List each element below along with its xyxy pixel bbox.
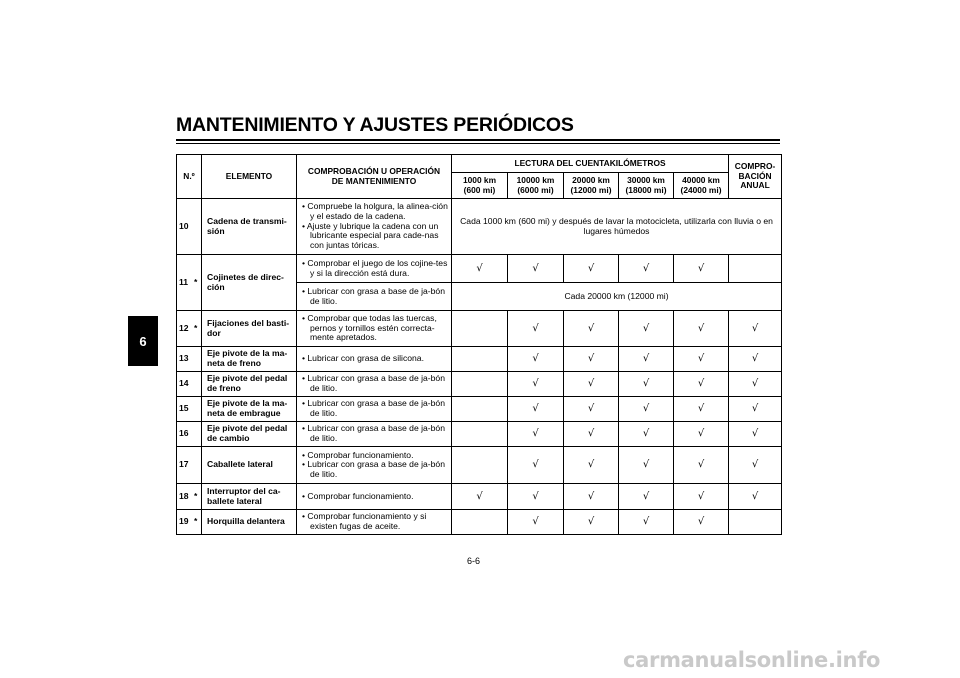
col-header-no: N.º [177, 155, 202, 199]
col-header-item: ELEMENTO [202, 155, 297, 199]
empty-cell [452, 422, 508, 447]
row-check [297, 199, 452, 255]
interval-km: 1000 km [462, 175, 497, 186]
row-item: Interruptor del ca-ballete lateral [202, 484, 297, 510]
check-mark: √ [729, 447, 782, 484]
check-mark: √ [564, 422, 619, 447]
check-bullet: • Comprobar funcionamiento. [302, 492, 449, 502]
row-number-value: 11 [179, 276, 189, 287]
check-mark: √ [674, 397, 729, 422]
chapter-tab[interactable]: 6 [128, 316, 158, 366]
interval-note: Cada 20000 km (12000 mi) [452, 283, 782, 311]
row-check [297, 347, 452, 372]
check-mark: √ [508, 422, 564, 447]
check-bullet: • Lubricar con grasa a base de ja-bón de litio. [302, 460, 449, 479]
check-mark: √ [729, 311, 782, 347]
check-mark: √ [674, 484, 729, 510]
empty-cell [452, 397, 508, 422]
row-number: 14 [177, 372, 202, 397]
check-bullet: • Lubricar con grasa a base de ja-bón de litio. [302, 374, 449, 393]
check-mark: √ [564, 347, 619, 372]
row-item: Fijaciones del basti-dor [202, 311, 297, 347]
check-bullet: • Lubricar con grasa a base de ja-bón de litio. [302, 424, 449, 443]
empty-cell [729, 510, 782, 535]
annual-line2: BACIÓN [738, 170, 772, 181]
table-row [177, 372, 782, 397]
check-bullet: • Compruebe la holgura, la alinea-ción y el estado de la cadena. [302, 202, 449, 221]
row-item: Eje pivote del pedal de cambio [202, 422, 297, 447]
check-mark: √ [619, 347, 674, 372]
check-mark: √ [674, 447, 729, 484]
check-mark: √ [564, 255, 619, 283]
check-mark: √ [729, 484, 782, 510]
header-row [177, 155, 782, 173]
check-mark: √ [564, 447, 619, 484]
row-check [297, 510, 452, 535]
special-tools-mark: * [194, 276, 198, 287]
interval-mi: (6000 mi) [517, 184, 554, 195]
check-bullet: • Lubricar con grasa a base de ja-bón de litio. [302, 399, 449, 418]
check-mark: √ [674, 311, 729, 347]
check-mark: √ [674, 347, 729, 372]
check-mark: √ [508, 484, 564, 510]
empty-cell [452, 347, 508, 372]
interval-header [508, 173, 564, 199]
check-bullet: • Comprobar funcionamiento y si existen fugas de aceite. [302, 512, 449, 531]
check-mark: √ [619, 422, 674, 447]
check-mark: √ [729, 347, 782, 372]
table-row [177, 397, 782, 422]
row-number [177, 255, 202, 311]
row-number [177, 510, 202, 535]
title-rule [176, 139, 780, 141]
interval-note: Cada 1000 km (600 mi) y después de lavar la motocicleta, utilizarla con lluvia o en lugares húmedos [452, 199, 782, 255]
check-bullet: • Comprobar que todas las tuercas, pernos y tornillos estén correcta-mente apretados. [302, 314, 449, 343]
check-mark: √ [508, 372, 564, 397]
empty-cell [452, 311, 508, 347]
empty-cell [452, 510, 508, 535]
special-tools-mark: * [194, 516, 198, 527]
check-mark: √ [619, 311, 674, 347]
col-header-odometer: LECTURA DEL CUENTAKILÓMETROS [452, 155, 729, 173]
check-bullet: • Comprobar funcionamiento. [302, 451, 449, 461]
table-row [177, 447, 782, 484]
interval-header [674, 173, 729, 199]
col-header-check-line2: DE MANTENIMIENTO [331, 175, 417, 186]
page-title: MANTENIMIENTO Y AJUSTES PERIÓDICOS [176, 114, 574, 136]
check-mark: √ [619, 510, 674, 535]
check-mark: √ [452, 484, 508, 510]
table-row [177, 347, 782, 372]
empty-cell [452, 372, 508, 397]
annual-line1: COMPRO- [734, 161, 776, 172]
interval-mi: (12000 mi) [570, 184, 612, 195]
row-item: Cojinetes de direc-ción [202, 255, 297, 311]
interval-mi: (24000 mi) [680, 184, 722, 195]
check-mark: √ [508, 447, 564, 484]
check-mark: √ [508, 397, 564, 422]
special-tools-mark: * [194, 322, 198, 333]
col-header-annual [729, 155, 782, 199]
row-check [297, 447, 452, 484]
check-mark: √ [508, 255, 564, 283]
table-row [177, 255, 782, 283]
annual-line3: ANUAL [740, 180, 770, 191]
title-rule-thin [176, 143, 780, 144]
check-mark: √ [619, 447, 674, 484]
table-row [177, 422, 782, 447]
check-mark: √ [508, 311, 564, 347]
row-item: Eje pivote de la ma-neta de freno [202, 347, 297, 372]
row-number: 13 [177, 347, 202, 372]
check-mark: √ [619, 372, 674, 397]
empty-cell [452, 447, 508, 484]
row-check [297, 397, 452, 422]
table-row [177, 484, 782, 510]
check-bullet: • Lubricar con grasa de silicona. [302, 354, 449, 364]
check-mark: √ [564, 397, 619, 422]
table-row [177, 311, 782, 347]
row-number-value: 12 [179, 322, 189, 333]
row-number: 17 [177, 447, 202, 484]
check-bullet: • Comprobar el juego de los cojine-tes y si la dirección está dura. [302, 259, 449, 278]
check-mark: √ [729, 397, 782, 422]
interval-km: 10000 km [516, 175, 555, 186]
check-mark: √ [674, 510, 729, 535]
row-number-value: 19 [179, 516, 189, 527]
col-header-check [297, 155, 452, 199]
check-mark: √ [729, 372, 782, 397]
row-check [297, 484, 452, 510]
interval-mi: (18000 mi) [625, 184, 667, 195]
check-mark: √ [508, 510, 564, 535]
interval-km: 30000 km [627, 175, 665, 186]
row-item: Eje pivote del pedal de freno [202, 372, 297, 397]
interval-mi: (600 mi) [463, 184, 496, 195]
row-number: 10 [177, 199, 202, 255]
row-check [297, 372, 452, 397]
check-mark: √ [674, 372, 729, 397]
check-bullet: • Lubricar con grasa a base de ja-bón de litio. [302, 287, 449, 306]
row-item: Eje pivote de la ma-neta de embrague [202, 397, 297, 422]
special-tools-mark: * [194, 490, 198, 501]
watermark: carmanualsonline.info [623, 648, 881, 672]
check-mark: √ [564, 311, 619, 347]
row-number [177, 484, 202, 510]
table-row [177, 199, 782, 255]
interval-header [619, 173, 674, 199]
maintenance-table [176, 154, 782, 535]
row-check [297, 422, 452, 447]
check-mark: √ [619, 484, 674, 510]
row-number-value: 18 [179, 490, 189, 501]
table-row [177, 510, 782, 535]
check-mark: √ [674, 255, 729, 283]
row-number: 16 [177, 422, 202, 447]
check-mark: √ [508, 347, 564, 372]
row-number: 15 [177, 397, 202, 422]
page-number: 6-6 [467, 556, 481, 566]
row-item: Cadena de transmi-sión [202, 199, 297, 255]
check-mark: √ [564, 484, 619, 510]
check-mark: √ [564, 372, 619, 397]
check-mark: √ [619, 397, 674, 422]
interval-header [564, 173, 619, 199]
interval-km: 20000 km [572, 175, 610, 186]
interval-header [452, 173, 508, 199]
check-bullet: • Ajuste y lubrique la cadena con un lubricante especial para cade-nas con juntas tóricas. [302, 222, 449, 251]
empty-cell [729, 255, 782, 283]
row-item: Caballete lateral [202, 447, 297, 484]
row-check [297, 283, 452, 311]
row-check [297, 255, 452, 283]
check-mark: √ [619, 255, 674, 283]
interval-km: 40000 km [682, 175, 720, 186]
check-mark: √ [564, 510, 619, 535]
row-item: Horquilla delantera [202, 510, 297, 535]
check-mark: √ [674, 422, 729, 447]
row-check [297, 311, 452, 347]
row-number [177, 311, 202, 347]
check-mark: √ [729, 422, 782, 447]
col-header-check-line1: COMPROBACIÓN U OPERACIÓN [307, 166, 441, 177]
check-mark: √ [452, 255, 508, 283]
